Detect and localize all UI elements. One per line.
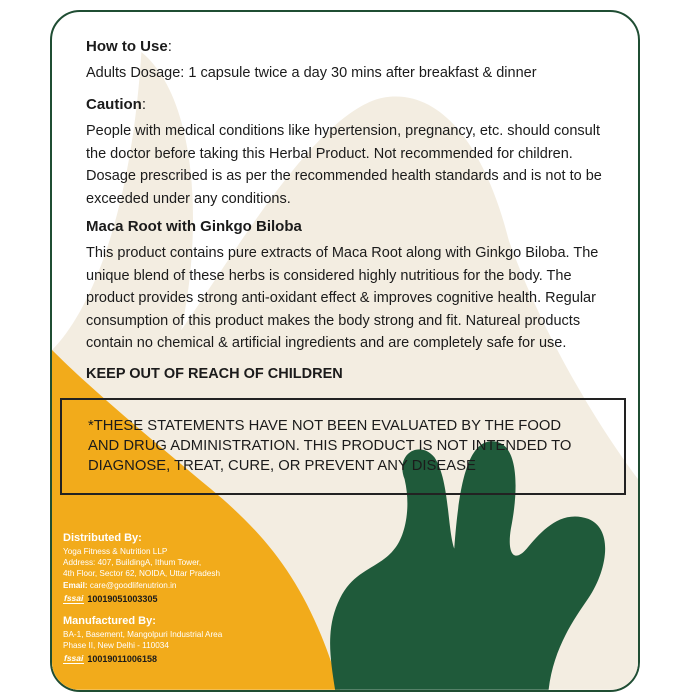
maca-line: consumption of this product makes the body strong and fit. Natureal products bbox=[86, 312, 581, 329]
maca-line: This product contains pure extracts of Maca Root along with Ginkgo Biloba. The bbox=[86, 245, 599, 261]
product-label-panel bbox=[50, 10, 640, 692]
caution-line: Dosage prescribed is as per the recommended health standards and is not to be bbox=[86, 168, 602, 184]
how-to-use-heading bbox=[86, 38, 172, 55]
fssai-logo-icon: fssai bbox=[64, 592, 84, 603]
email-label: Email: bbox=[63, 580, 88, 590]
fssai-logo-icon: fssai bbox=[64, 653, 84, 664]
manufacturer-info bbox=[63, 615, 323, 664]
disclaimer-line: *THESE STATEMENTS HAVE NOT BEEN EVALUATED BY THE FOOD bbox=[88, 418, 562, 434]
maca-paragraph bbox=[86, 242, 626, 355]
distributor-info bbox=[63, 532, 323, 604]
caution-title: Caution bbox=[86, 96, 142, 113]
distributor-line: Address: 407, BuildingA, Ithum Tower, bbox=[63, 558, 202, 568]
manufacturer-fssai bbox=[63, 654, 323, 664]
how-to-use-title: How to Use bbox=[86, 38, 168, 55]
caution-line: People with medical conditions like hypertension, pregnancy, etc. should consult bbox=[86, 123, 600, 139]
fssai-number: 10019051003305 bbox=[87, 593, 158, 604]
manufacturer-line: Phase II, New Delhi - 110034 bbox=[63, 641, 169, 651]
caution-colon: : bbox=[141, 96, 146, 113]
maca-line: product provides strong anti-oxidant effect & improves cognitive health. Regular bbox=[86, 290, 596, 306]
how-to-use-colon: : bbox=[167, 38, 172, 55]
distributor-line: 4th Floor, Sector 62, NOIDA, Uttar Pradesh bbox=[63, 569, 220, 579]
distributor-fssai bbox=[63, 594, 323, 604]
keep-out-warning: KEEP OUT OF REACH OF CHILDREN bbox=[86, 366, 343, 382]
caution-paragraph bbox=[86, 120, 626, 210]
distributor-email bbox=[63, 580, 323, 591]
fssai-number: 10019011006158 bbox=[87, 654, 157, 665]
caution-line: exceeded under any conditions. bbox=[86, 190, 291, 207]
distributor-heading: Distributed By: bbox=[63, 532, 142, 544]
disclaimer-line: DIAGNOSE, TREAT, CURE, OR PREVENT ANY DISEASE bbox=[88, 458, 476, 474]
maca-line: contain no chemical & artificial ingredients and are completely safe for use. bbox=[86, 335, 567, 351]
maca-line: unique blend of these herbs is considered highly nutritious for the body. The bbox=[86, 267, 572, 284]
distributor-line: Yoga Fitness & Nutrition LLP bbox=[63, 547, 168, 556]
maca-heading: Maca Root with Ginkgo Biloba bbox=[86, 218, 302, 235]
email-value: care@goodlifenutrion.in bbox=[89, 580, 177, 590]
caution-line: the doctor before taking this Herbal Product. Not recommended for children. bbox=[86, 145, 573, 162]
manufacturer-line: BA-1, Basement, Mangolpuri Industrial Area bbox=[63, 630, 223, 639]
how-to-use-text: Adults Dosage: 1 capsule twice a day 30 mins after breakfast & dinner bbox=[86, 65, 537, 81]
disclaimer-line: AND DRUG ADMINISTRATION. THIS PRODUCT IS NOT INTENDED TO bbox=[88, 438, 572, 454]
caution-heading bbox=[86, 96, 146, 113]
fda-disclaimer-box bbox=[60, 398, 626, 495]
manufacturer-heading: Manufactured By: bbox=[63, 615, 156, 627]
